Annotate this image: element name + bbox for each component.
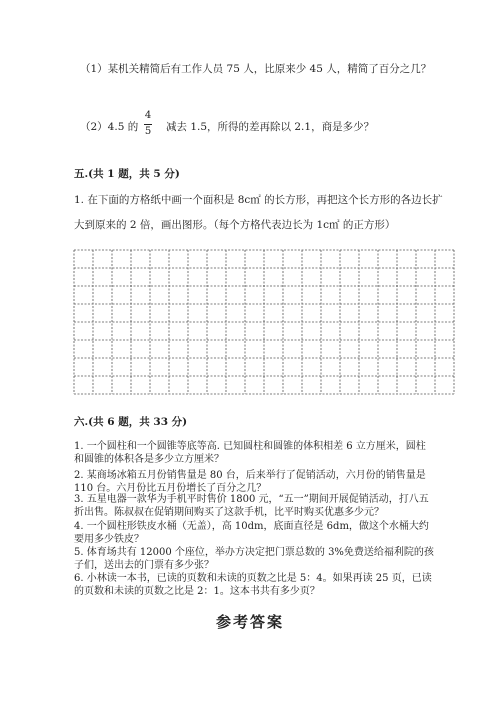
question-4-1: （1）某机关精简后有工作人员 75 人，比原来少 45 人，精简了百分之几？ (80, 63, 432, 75)
section-6-item-4: 4. 一个圆柱形铁皮水桶（无盖），高 10dm，底面直径是 6dm，做这个水桶大约要用多少铁皮？ (74, 521, 429, 545)
section-6-item-5: 5. 体育场共有 12000 个座位，举办方决定把门票总数的 3%免费送给福利院的孩子们，送出去的门票有多少张？ (74, 547, 434, 571)
section-6-heading: 六.(共 6 题，共 33 分) (74, 416, 188, 428)
section-6-item-6: 6. 小林读一本书，已读的页数和未读的页数之比是 5：4。如果再读 25 页，已读的页数和未读的页数之比是 2：1。这本书共有多少页？ (74, 573, 432, 597)
section-5-heading: 五.(共 1 题，共 5 分) (74, 168, 180, 180)
question-4-2-suffix: 减去 1.5，所得的差再除以 2.1，商是多少？ (166, 121, 375, 133)
fraction-bar (144, 124, 152, 125)
section-6-item-1: 1. 一个圆柱和一个圆锥等底等高. 已知圆柱和圆锥的体积相差 6 立方厘米，圆柱和圆锥的体积各是多少立方厘米？ (74, 441, 426, 465)
fraction-numerator: 4 (144, 110, 152, 121)
square-grid (73, 249, 455, 395)
question-4-2-prefix: （2）4.5 的 (80, 121, 139, 133)
section-6-item-2: 2. 某商场冰箱五月份销售量是 80 台，后来举行了促销活动，六月份的销售量是 110 台。六月份比五月份增长了百分之几？ (74, 470, 426, 494)
section-5-q1-line1: 1. 在下面的方格纸中画一个面积是 8c㎡ 的长方形，再把这个长方形的各边长扩 (74, 194, 443, 206)
section-6-item-3: 3. 五星电器一款华为手机平时售价 1800 元，“五一”期间开展促销活动，打八五折出售。陈叔叔在促销期间购买了这款手机，比平时购买优惠多少元？ (74, 494, 429, 518)
fraction-denominator: 5 (144, 126, 152, 137)
answer-title: 参考答案 (215, 613, 284, 631)
section-5-q1-line2: 大到原来的 2 倍，画出图形。（每个方格代表边长为 1c㎡ 的正方形） (74, 219, 396, 231)
